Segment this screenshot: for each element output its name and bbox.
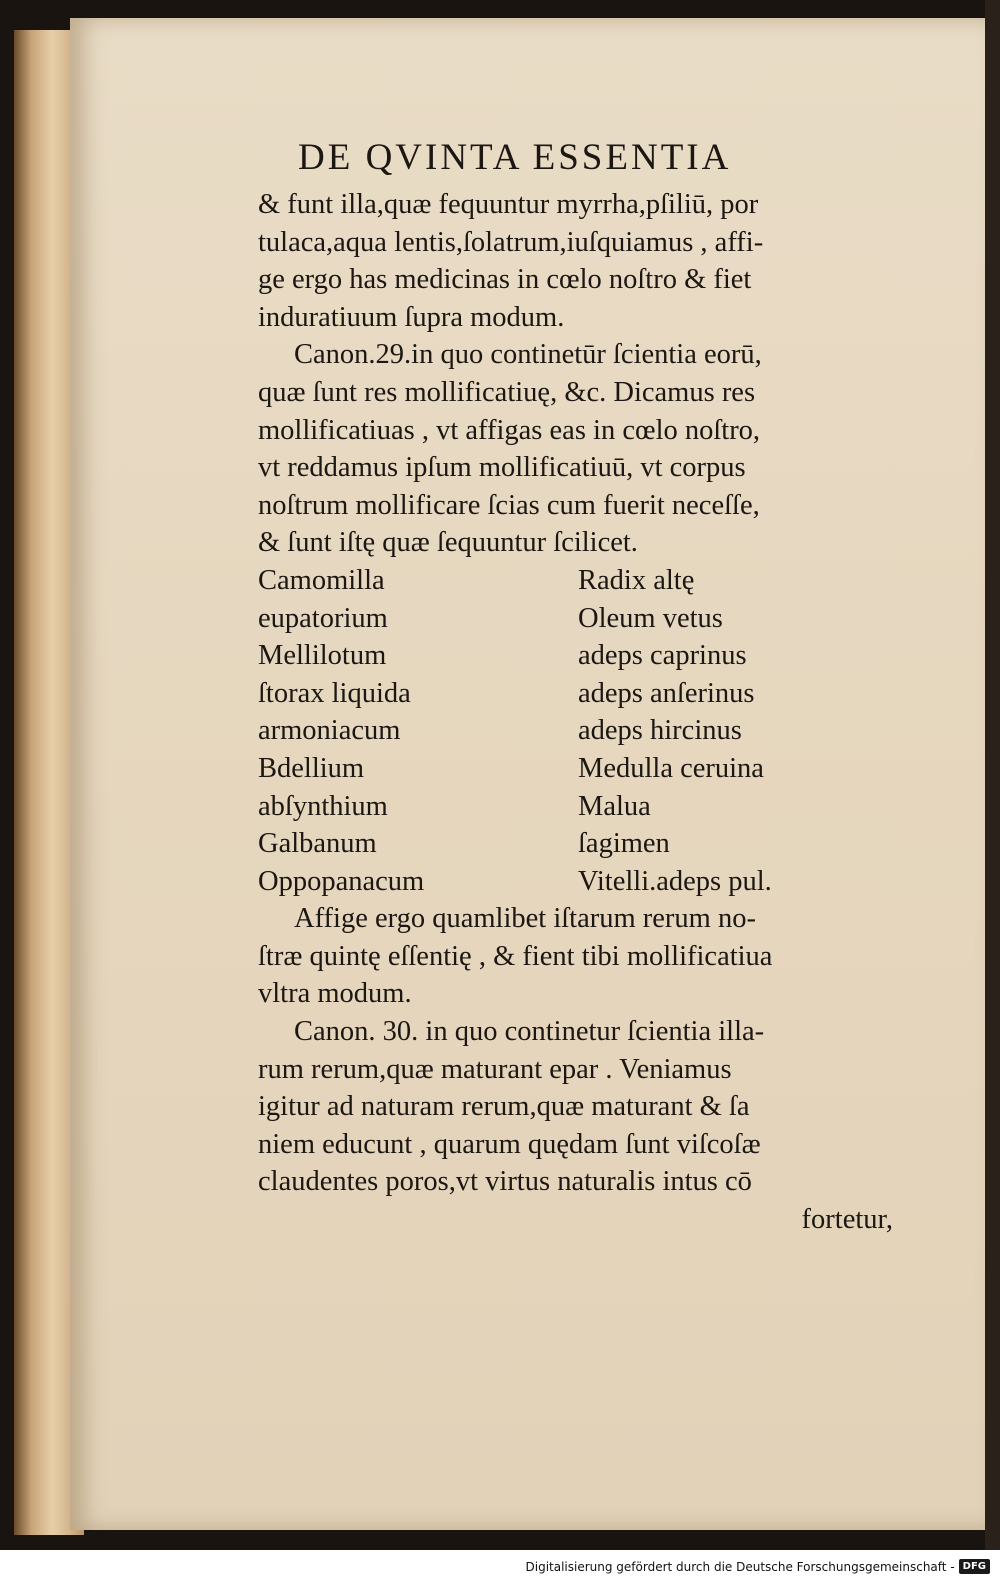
text-line: tulaca,aqua lentis,ſolatrum,iuſquiamus , affi- [258,226,764,258]
text-line: ſtræ quintę eſſentię , & fient tibi mollificatiua [258,940,773,972]
list-item: adeps hircinus [578,715,742,747]
list-item: Medulla ceruina [578,752,764,784]
text-line: claudentes poros,vt virtus naturalis intus cō [258,1166,752,1198]
page-text-block [258,130,913,1239]
text-line: Affige ergo quamlibet iſtarum rerum no- [294,903,756,935]
running-head: DE QVINTA ESSENTIA [298,137,732,178]
text-line: quæ ſunt res mollificatiuę, &c. Dicamus res [258,376,756,408]
footer-credit: Digitalisierung gefördert durch die Deutsche Forschungsgemeinschaft - [525,1559,955,1574]
text-line: vt reddamus ipſum mollificatiuū, vt corpus [258,452,746,484]
list-item: eupatorium [258,602,388,634]
list-item: ſagimen [578,828,670,860]
text-line: & ſunt iſtę quæ ſequuntur ſcilicet. [258,527,638,559]
dfg-logo: DFG [959,1559,990,1574]
scan-border-right [985,0,1000,1550]
digitization-footer [0,1550,1000,1583]
list-item: ſtorax liquida [258,677,411,709]
list-item: Malua [578,790,651,822]
list-item: Radix altę [578,564,695,596]
catchword: fortetur, [801,1204,893,1236]
text-line: noſtrum mollificare ſcias cum fuerit neceſſe, [258,489,760,521]
list-item: Mellilotum [258,640,387,672]
text-line: induratiuum ſupra modum. [258,301,565,333]
list-item: armoniacum [258,715,401,747]
text-line: niem educunt , quarum quędam ſunt viſcoſæ [258,1128,761,1160]
text-line: Canon.29.in quo continetūr ſcientia eorū, [294,339,762,371]
text-line: ge ergo has medicinas in cœlo noſtro & fiet [258,264,752,296]
ingredient-list [258,562,913,900]
list-item: adeps anſerinus [578,677,755,709]
list-item: Camomilla [258,564,385,596]
paragraph-3 [258,900,913,1013]
paragraph-4 [258,1013,913,1201]
text-line: igitur ad naturam rerum,quæ maturant & ſa [258,1091,750,1123]
text-line: Canon. 30. in quo continetur ſcientia illa- [294,1016,765,1048]
list-item: Oleum vetus [578,602,723,634]
list-item: Galbanum [258,828,377,860]
ingredient-column-left [258,562,578,900]
text-line: mollificatiuas , vt affigas eas in cœlo noſtro, [258,414,761,446]
paragraph-1 [258,186,913,336]
text-line: rum rerum,quæ maturant epar . Veniamus [258,1053,732,1085]
list-item: Vitelli.adeps pul. [578,865,772,897]
list-item: abſynthium [258,790,388,822]
text-line: & funt illa,quæ fequuntur myrrha,pſiliū, por [258,189,759,220]
list-item: Bdellium [258,752,365,784]
text-line: vltra modum. [258,978,412,1010]
list-item: Oppopanacum [258,865,425,897]
list-item: adeps caprinus [578,640,747,672]
paragraph-2 [258,336,913,562]
ingredient-column-right [578,562,898,900]
